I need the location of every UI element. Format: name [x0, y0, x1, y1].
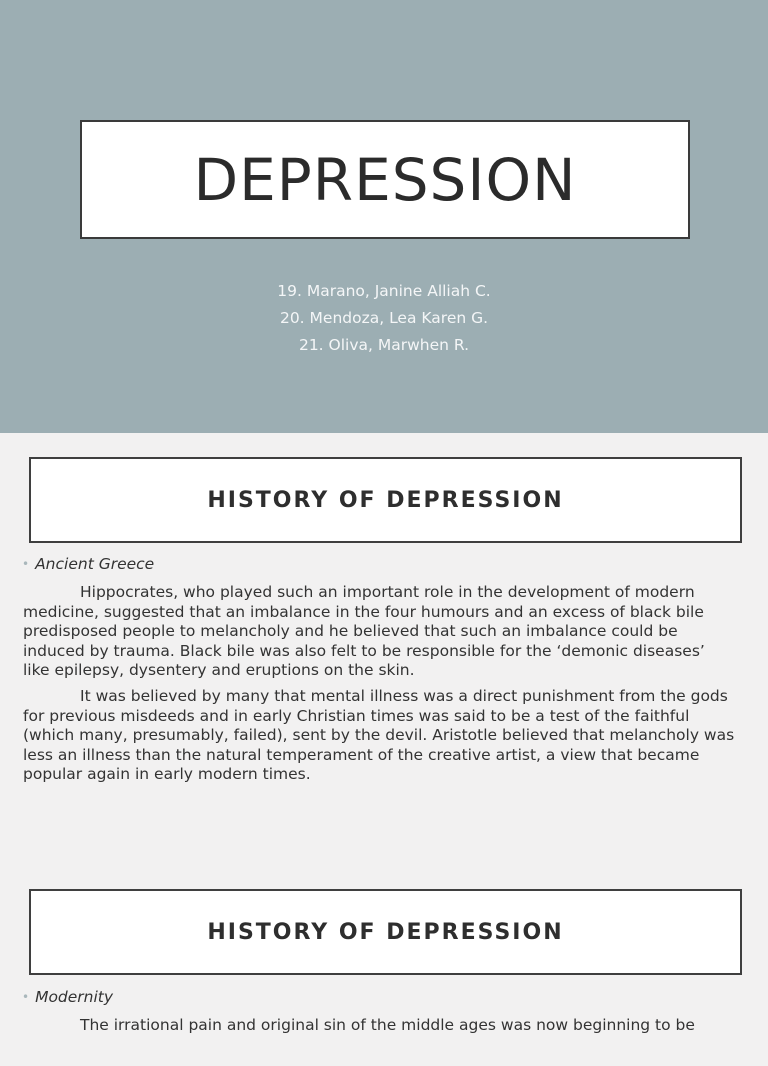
history-slide-ancient-greece: [0, 433, 768, 866]
body-paragraph: The irrational pain and original sin of the middle ages was now beginning to be: [80, 1016, 695, 1034]
presentation-title: DEPRESSION: [193, 145, 577, 214]
author-item: 20. Mendoza, Lea Karen G.: [279, 309, 489, 327]
title-box: [80, 120, 690, 239]
bullet-dot-icon: •: [22, 557, 30, 571]
history-slide-modernity: [0, 866, 768, 1066]
slide-heading: HISTORY OF DEPRESSION: [207, 487, 564, 513]
bullet-item: [22, 555, 154, 573]
slide-heading-box: [29, 889, 742, 975]
bullet-item: [22, 988, 113, 1006]
author-list: [0, 278, 768, 359]
bullet-label: Modernity: [35, 988, 114, 1006]
bullet-label: Ancient Greece: [35, 555, 155, 573]
slide-heading: HISTORY OF DEPRESSION: [207, 919, 564, 945]
author-item: 19. Marano, Janine Alliah C.: [277, 282, 491, 300]
body-paragraph: It was believed by many that mental illness was a direct punishment from the gods for previous misdeeds and in early Christian times was said to be a test of the faithful (which many, presumably, failed), sent by the devil. Aristotle believed that melancholy was less an illness than the natural temperament of the creative artist, a view that became popular again in early modern times.: [23, 687, 735, 783]
author-item: 21. Oliva, Marwhen R.: [298, 336, 470, 354]
bullet-dot-icon: •: [22, 990, 30, 1004]
slide-heading-box: [29, 457, 742, 543]
title-slide: [0, 0, 768, 433]
body-paragraph: Hippocrates, who played such an important role in the development of modern medicine, suggested that an imbalance in the four humours and an excess of black bile predisposed people to melancholy and he believed that such an imbalance could be induced by trauma. Black bile was also felt to be responsible for the ‘demonic diseases’ like epilepsy, dysentery and eruptions on the skin.: [23, 583, 705, 679]
